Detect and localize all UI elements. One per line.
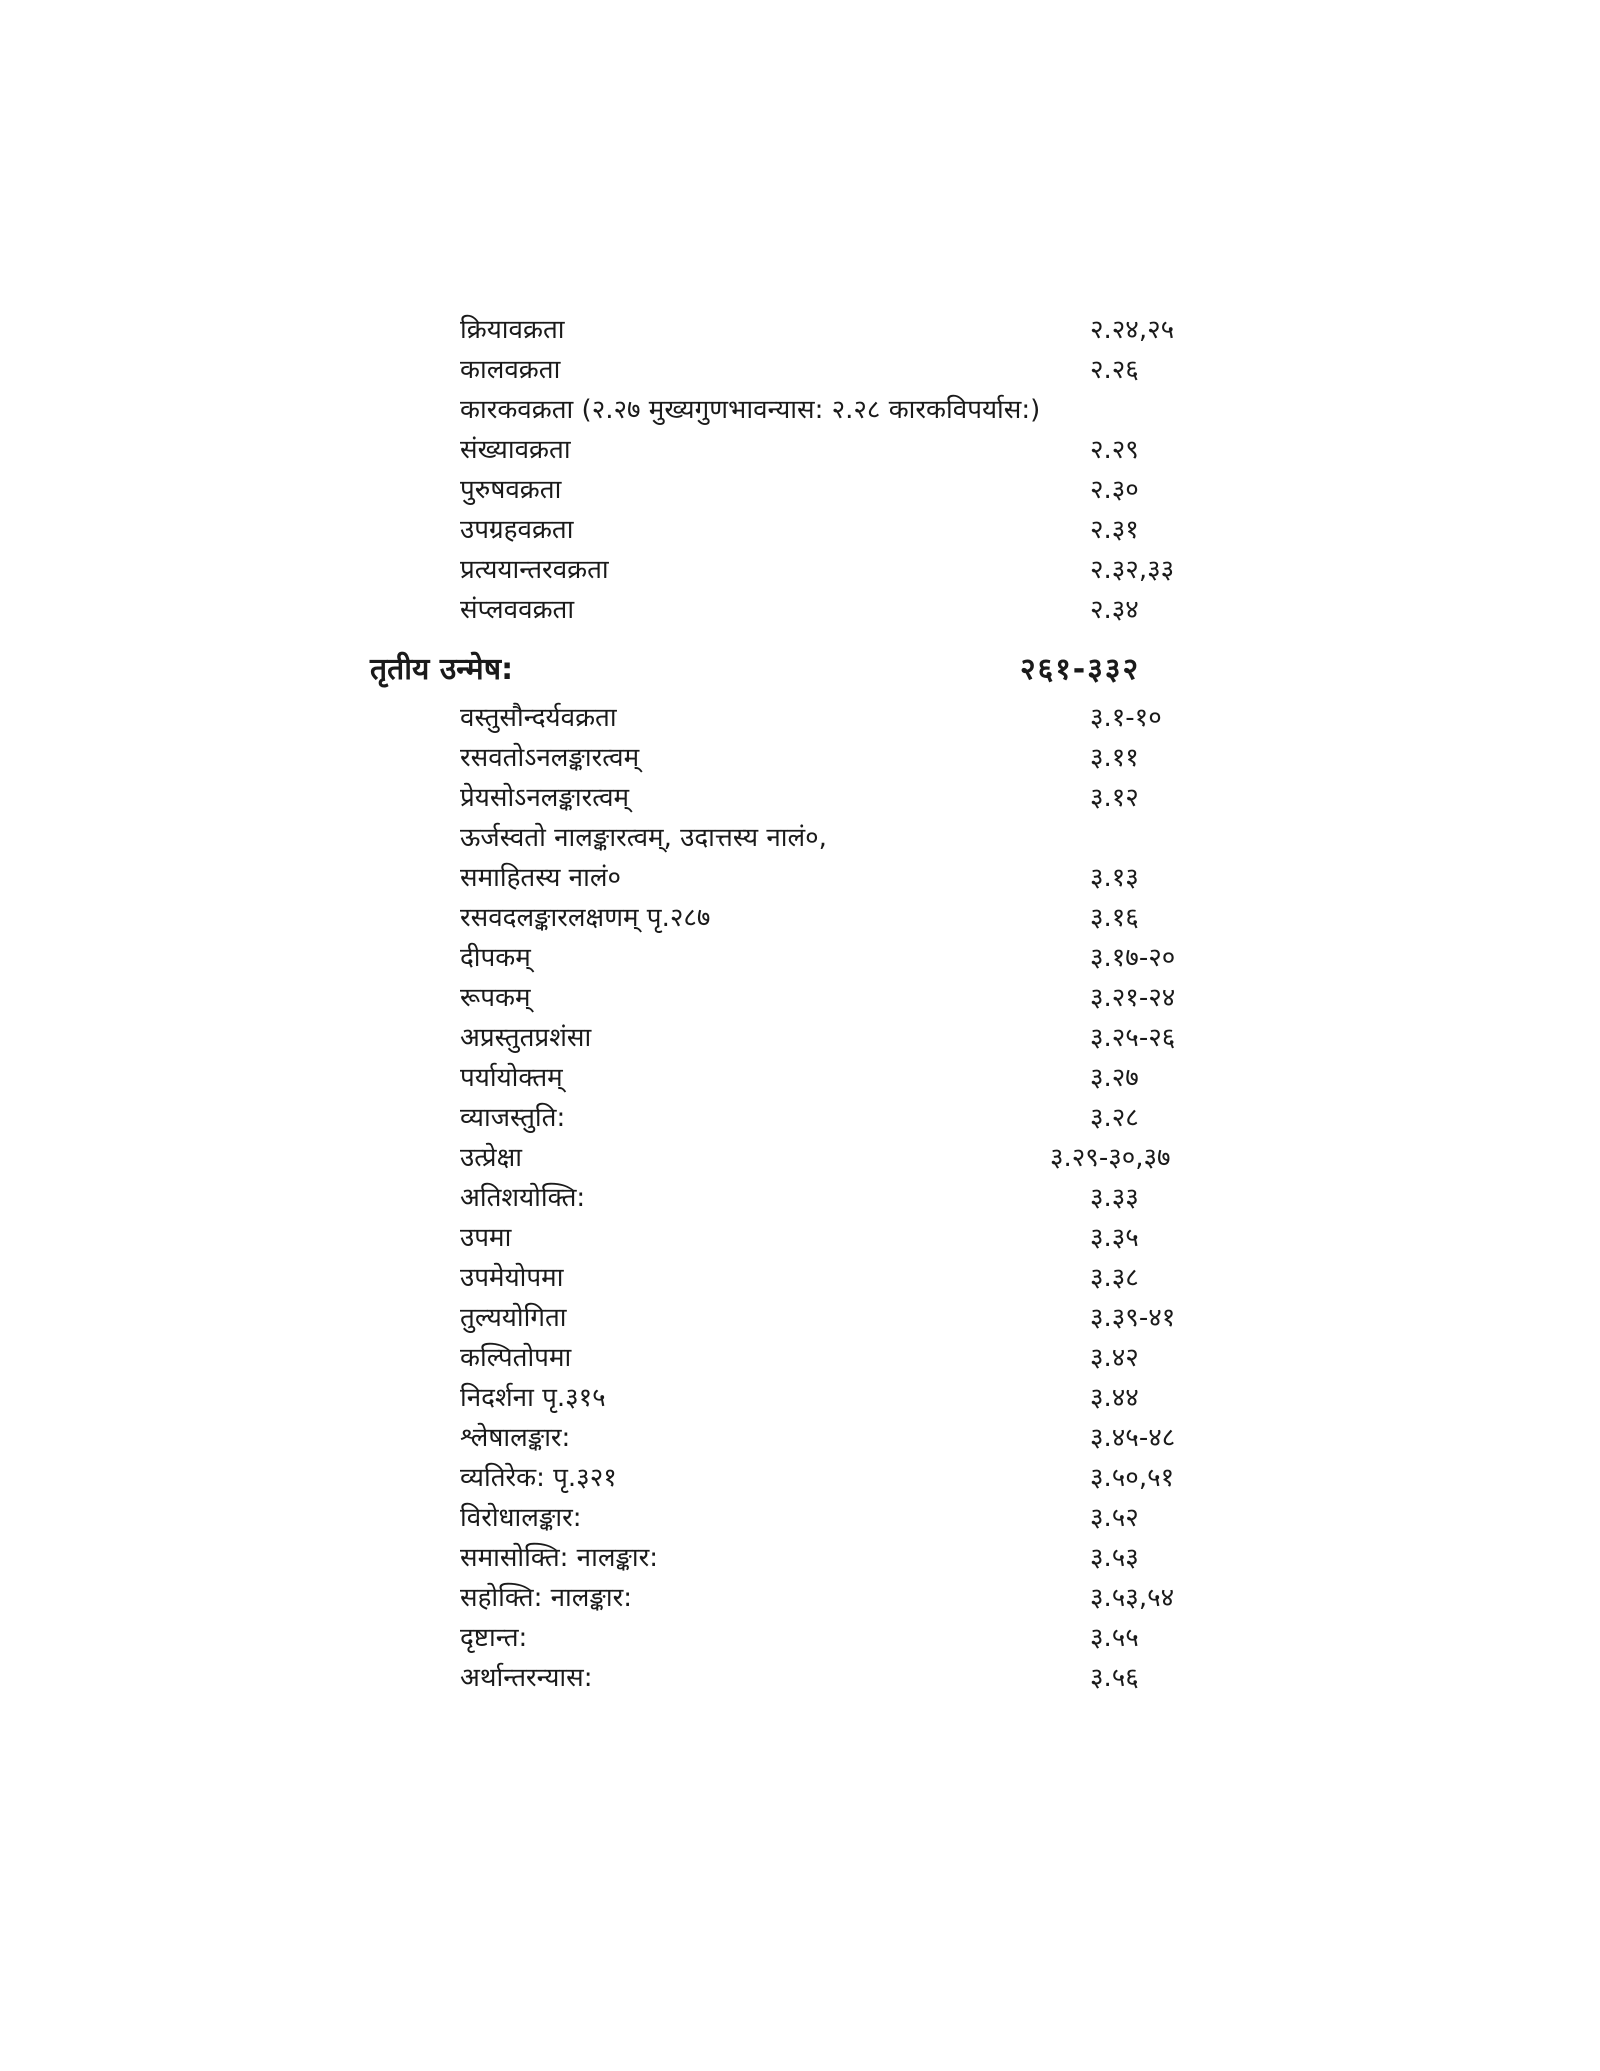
index-entry <box>0 858 1600 898</box>
entry-label: निदर्शना पृ.३१५ <box>460 1383 606 1413</box>
entry-label: विरोधालङ्कार: <box>460 1503 582 1533</box>
index-entry <box>0 1378 1600 1418</box>
section-heading-title: तृतीय उन्मेष: <box>370 652 514 687</box>
index-entry <box>0 1138 1600 1178</box>
index-entry <box>0 1018 1600 1058</box>
entry-label: उपग्रहवक्रता <box>460 515 574 545</box>
entry-reference: ३.५३,५४ <box>1090 1583 1175 1613</box>
index-entry <box>0 1058 1600 1098</box>
entry-label: रसवतोऽनलङ्कारत्वम् <box>460 743 640 773</box>
entry-reference: ३.२५-२६ <box>1090 1023 1176 1053</box>
entry-label: पर्यायोक्तम् <box>460 1063 563 1093</box>
entry-label: सहोक्ति: नालङ्कार: <box>460 1583 633 1613</box>
index-entry <box>0 1178 1600 1218</box>
entry-label: तुल्ययोगिता <box>460 1303 567 1333</box>
entry-label: दीपकम् <box>460 943 531 973</box>
entry-label: समासोक्ति: नालङ्कार: <box>460 1543 659 1573</box>
entry-reference: ३.३३ <box>1090 1183 1139 1213</box>
entry-reference: ३.२८ <box>1090 1103 1139 1133</box>
entry-label: पुरुषवक्रता <box>460 475 562 505</box>
index-entry <box>0 1458 1600 1498</box>
entry-reference: ३.४४ <box>1090 1383 1139 1413</box>
entry-reference: ३.१-१० <box>1090 703 1162 733</box>
section-heading-pages: २६१-३३२ <box>1020 652 1141 687</box>
entry-reference: ३.५५ <box>1090 1623 1139 1653</box>
entry-reference: २.३२,३३ <box>1090 555 1175 585</box>
index-entry <box>0 1298 1600 1338</box>
entry-label: कारकवक्रता (२.२७ मुख्यगुणभावन्यास: २.२८ कारकविपर्यास:) <box>460 395 1041 425</box>
entry-reference: २.२६ <box>1090 355 1139 385</box>
entry-label: उपमा <box>460 1223 512 1253</box>
entry-reference: ३.१७-२० <box>1090 943 1176 973</box>
entry-reference: २.२४,२५ <box>1090 315 1175 345</box>
entry-reference: ३.१६ <box>1090 903 1139 933</box>
entry-reference: ३.५६ <box>1090 1663 1139 1693</box>
index-entry <box>0 898 1600 938</box>
entry-label: रसवदलङ्कारलक्षणम् पृ.२८७ <box>460 903 711 933</box>
entry-reference: ३.४५-४८ <box>1090 1423 1176 1453</box>
entry-label: वस्तुसौन्दर्यवक्रता <box>460 703 617 733</box>
entry-label: प्रत्ययान्तरवक्रता <box>460 555 609 585</box>
index-entry <box>0 350 1600 390</box>
index-entry <box>0 1578 1600 1618</box>
entry-reference: ३.२९-३०,३७ <box>1050 1143 1171 1173</box>
entry-label: प्रेयसोऽनलङ्कारत्वम् <box>460 783 630 813</box>
index-entry <box>0 738 1600 778</box>
entry-reference: २.३० <box>1090 475 1139 505</box>
index-entry <box>0 1418 1600 1458</box>
entry-label: कालवक्रता <box>460 355 561 385</box>
entry-label: अतिशयोक्ति: <box>460 1183 586 1213</box>
entry-reference: ३.११ <box>1090 743 1139 773</box>
index-entry <box>0 470 1600 510</box>
entry-reference: ३.२१-२४ <box>1090 983 1176 1013</box>
index-entry <box>0 1338 1600 1378</box>
entry-label: संप्लववक्रता <box>460 595 575 625</box>
entry-reference: ३.३५ <box>1090 1223 1139 1253</box>
index-entry <box>0 1538 1600 1578</box>
entry-label: समाहितस्य नालं० <box>460 863 621 893</box>
entry-reference: ३.५०,५१ <box>1090 1463 1175 1493</box>
entry-reference: ३.३८ <box>1090 1263 1139 1293</box>
index-entry <box>0 430 1600 470</box>
entry-reference: २.२९ <box>1090 435 1139 465</box>
entry-label: दृष्टान्त: <box>460 1623 528 1653</box>
entry-reference: ३.५२ <box>1090 1503 1139 1533</box>
index-list <box>0 310 1600 1698</box>
index-entry <box>0 550 1600 590</box>
index-entry <box>0 510 1600 550</box>
entry-reference: २.३१ <box>1090 515 1139 545</box>
entry-reference: ३.३९-४१ <box>1090 1303 1176 1333</box>
entry-label: व्याजस्तुति: <box>460 1103 566 1133</box>
entry-label: क्रियावक्रता <box>460 315 565 345</box>
entry-reference: ३.२७ <box>1090 1063 1139 1093</box>
index-entry <box>0 1218 1600 1258</box>
index-entry <box>0 310 1600 350</box>
index-entry <box>0 938 1600 978</box>
index-entry <box>0 698 1600 738</box>
index-entry <box>0 1258 1600 1298</box>
entry-reference: ३.१२ <box>1090 783 1139 813</box>
entry-label: कल्पितोपमा <box>460 1343 572 1373</box>
entry-label: संख्यावक्रता <box>460 435 571 465</box>
entry-label: अर्थान्तरन्यास: <box>460 1663 593 1693</box>
index-entry <box>0 1498 1600 1538</box>
entry-reference: ३.१३ <box>1090 863 1139 893</box>
index-entry <box>0 778 1600 818</box>
entry-label: ऊर्जस्वतो नालङ्कारत्वम्, उदात्तस्य नालं०, <box>460 823 827 853</box>
index-entry <box>0 1098 1600 1138</box>
index-entry <box>0 390 1600 430</box>
entry-reference: ३.४२ <box>1090 1343 1139 1373</box>
index-entry <box>0 590 1600 630</box>
entry-label: अप्रस्तुतप्रशंसा <box>460 1023 592 1053</box>
index-entry <box>0 1618 1600 1658</box>
section-heading <box>0 642 1600 698</box>
entry-reference: ३.५३ <box>1090 1543 1139 1573</box>
entry-label: श्लेषालङ्कार: <box>460 1423 571 1453</box>
index-entry <box>0 1658 1600 1698</box>
index-entry <box>0 978 1600 1018</box>
entry-label: रूपकम् <box>460 983 531 1013</box>
entry-reference: २.३४ <box>1090 595 1139 625</box>
index-entry <box>0 818 1600 858</box>
entry-label: उपमेयोपमा <box>460 1263 564 1293</box>
entry-label: उत्प्रेक्षा <box>460 1143 522 1173</box>
entry-label: व्यतिरेक: पृ.३२१ <box>460 1463 617 1493</box>
